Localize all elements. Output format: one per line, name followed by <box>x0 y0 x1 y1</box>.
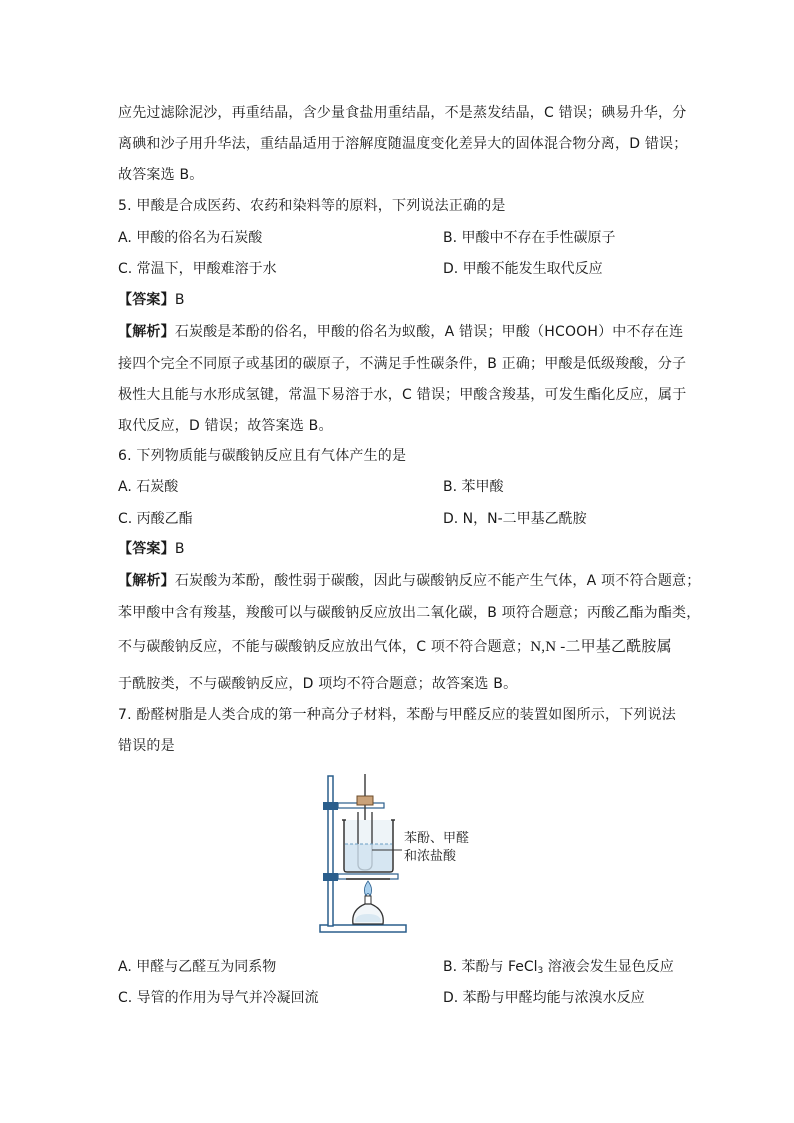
prev-explanation-line-3: 故答案选 B。 <box>118 167 204 183</box>
q5-stem: 5. 甲酸是合成医药、农药和染料等的原料，下列说法正确的是 <box>118 198 506 214</box>
q6-option-d: D. N，N-二甲基乙酰胺 <box>443 511 587 527</box>
analysis-tag: 【解析】 <box>118 573 175 589</box>
q7-option-d: D. 苯酚与甲醛均能与浓溴水反应 <box>443 990 645 1006</box>
flame <box>364 881 371 896</box>
answer-tag: 【答案】 <box>118 541 175 557</box>
lamp-wick-holder <box>365 896 371 904</box>
q5-analysis-line-1 <box>118 323 688 341</box>
figure-label-line-1: 苯酚、甲醛 <box>404 830 470 845</box>
q5-option-c: C. 常温下，甲酸难溶于水 <box>118 261 277 277</box>
q7-stem-line-1: 7. 酚醛树脂是人类合成的第一种高分子材料，苯酚与甲醛反应的装置如图所示，下列说法 <box>118 707 677 723</box>
q6-analysis-line-4: 于酰胺类，不与碳酸钠反应，D 项均不符合题意；故答案选 B。 <box>118 676 518 692</box>
analysis-text: 石炭酸为苯酚，酸性弱于碳酸，因此与碳酸钠反应不能产生气体，A 项不符合题意； <box>174 573 701 589</box>
q6-answer <box>118 540 688 558</box>
q5-option-a: A. 甲酸的俗名为石炭酸 <box>118 230 263 246</box>
upper-clamp-knob <box>323 802 338 810</box>
q6-option-a: A. 石炭酸 <box>118 479 179 495</box>
q5-analysis-line-4: 取代反应，D 错误；故答案选 B。 <box>118 418 333 434</box>
q6-option-c: C. 丙酸乙酯 <box>118 511 193 527</box>
answer-value: B <box>174 292 185 308</box>
option-b-suffix: 溶液会发生显色反应 <box>543 959 674 975</box>
q5-option-d: D. 甲酸不能发生取代反应 <box>443 261 603 277</box>
analysis-text: 石炭酸是苯酚的俗名，甲酸的俗名为蚁酸，A 错误；甲酸（HCOOH）中不存在连 <box>174 324 684 340</box>
q7-option-a: A. 甲醛与乙醛互为同系物 <box>118 959 277 975</box>
analysis-tag: 【解析】 <box>118 324 175 340</box>
q6-stem: 6. 下列物质能与碳酸钠反应且有气体产生的是 <box>118 448 407 464</box>
option-b-subscript: 3 <box>537 966 544 976</box>
q5-answer <box>118 291 688 309</box>
q7-stem-line-2: 错误的是 <box>118 738 175 754</box>
q5-analysis-line-3: 极性大且能与水形成氢键，常温下易溶于水，C 错误；甲酸含羧基，可发生酯化反应，属于 <box>118 387 687 403</box>
formula-text: N,N -二甲基乙酰胺属 <box>530 639 672 655</box>
answer-value: B <box>174 541 185 557</box>
q6-analysis-line-3 <box>118 638 688 656</box>
q6-analysis-line-1 <box>118 572 701 590</box>
apparatus-figure <box>318 772 488 944</box>
lower-clamp-knob <box>323 873 338 881</box>
apparatus-diagram <box>318 772 488 944</box>
figure-label-line-2: 和浓盐酸 <box>404 848 457 863</box>
option-b-prefix: B. 苯酚与 FeCl <box>443 959 538 975</box>
stand-rod <box>328 776 333 926</box>
answer-tag: 【答案】 <box>118 292 175 308</box>
analysis-text: 不与碳酸钠反应，不能与碳酸钠反应放出气体，C 项不符合题意； <box>118 639 531 655</box>
prev-explanation-line-1: 应先过滤除泥沙，再重结晶，含少量食盐用重结晶，不是蒸发结晶，C 错误；碘易升华，分 <box>118 105 687 121</box>
q7-option-b <box>443 958 674 976</box>
q5-analysis-line-2: 接四个完全不同原子或基团的碳原子，不满足手性碳条件，B 正确；甲酸是低级羧酸，分子 <box>118 356 687 372</box>
q6-analysis-line-2: 苯甲酸中含有羧基，羧酸可以与碳酸钠反应放出二氧化碳，B 项符合题意；丙酸乙酯为酯类， <box>118 605 701 621</box>
stopper <box>357 796 373 805</box>
water-bath <box>345 844 392 871</box>
q7-option-c: C. 导管的作用为导气并冷凝回流 <box>118 990 319 1006</box>
q6-option-b: B. 苯甲酸 <box>443 479 504 495</box>
prev-explanation-line-2: 离碘和沙子用升华法，重结晶适用于溶解度随温度变化差异大的固体混合物分离，D 错误； <box>118 136 688 152</box>
q5-option-b: B. 甲酸中不存在手性碳原子 <box>443 230 616 246</box>
